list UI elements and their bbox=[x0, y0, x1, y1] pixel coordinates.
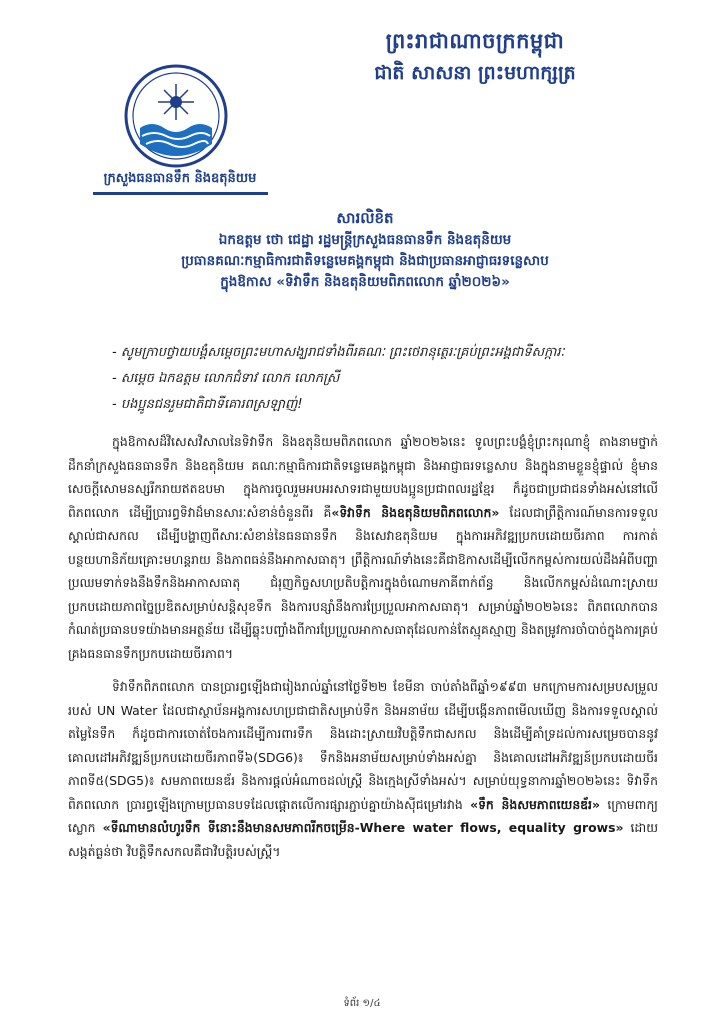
salutation-item: - សម្តេច ឯកឧត្តម លោកជំទាវ លោក លោកស្រី bbox=[112, 366, 672, 392]
paragraph-1 bbox=[68, 430, 658, 665]
paragraph-2-emphasis-theme: «ទឹក និងសមភាពយេនឌ័រ» bbox=[470, 796, 600, 812]
paragraph-2-text: ទិវាទឹកពិភពលោក បានប្រារព្ធឡើងជារៀងរាល់ឆ្នាំនៅថ្ងៃទី២២ ខែមីនា ចាប់តាំងពីឆ្នាំ១៩៩៣ មកក្រោមការសម្របសម្រួលរបស់ UN Water ដែលជាស្ថាប័នអង្គការសហប្រជាជាតិសម្រាប់ទឹក និងអនាម័យ ដើម្បីបង្កើនភាពមើលឃើញ និងការទទួលស្គាល់តម្លៃនៃទឹក ក៏ដូចជាការចោត់ចែងការដើម្បីការពារទឹក និងដោះស្រាយវិបត្តិទឹកជាសកល និងដើម្បីគាំទ្រដល់ការសម្រេចបាននូវគោលដៅអភិវឌ្ឍន៍ប្រកបដោយចីរភាពទី៦(SDG6)៖ ទឹកនិងអនាម័យសម្រាប់ទាំងអស់គ្នា និងគោលដៅអភិវឌ្ឍន៍ប្រកបដោយចីរភាពទី៥(SDG5)៖ សមភាពយេនឌ័រ និងការផ្តល់អំណាចដល់ស្ត្រី និងក្មេងស្រីទាំងអស់។ សម្រាប់យុទ្ធនាការឆ្នាំ២០២៦នេះ ទិវាទឹកពិភពលោក ប្រារព្ធឡើងក្រោមប្រធានបទដែលផ្តោតលើការផ្សារភ្ជាប់គ្នាយ៉ាងស៊ីជម្រៅរវាង bbox=[68, 679, 658, 812]
salutation-item: - សូមក្រាបថ្វាយបង្គំសម្តេចព្រះមហាសង្ឃរាជទាំងពីរគណៈ ព្រះថេរានុត្ថេរៈគ្រប់ព្រះអង្គជាទីសក្ការៈ bbox=[112, 340, 672, 366]
message-body bbox=[68, 430, 658, 873]
ministry-underline bbox=[93, 192, 268, 195]
salutation-list bbox=[112, 340, 672, 418]
title-line-3: ក្នុងឱកាស «ទិវាទឹក និងឧតុនិយមពិភពលោក ឆ្នាំ២០២៦» bbox=[220, 274, 510, 290]
national-motto: ជាតិ សាសនា ព្រះមហាក្សត្រ bbox=[374, 62, 576, 84]
paragraph-1-emphasis: «ទិវាទឹក និងឧតុនិយមពិភពលោក» bbox=[331, 504, 500, 520]
paragraph-2-text-end: ដោយសង្កត់ធ្ងន់ថា វិបត្តិទឹកសកលគឺជាវិបត្តិរបស់ស្ត្រី។ bbox=[68, 820, 659, 859]
paragraph-1-text-cont: ដែលជាព្រឹត្តិការណ៍មានការទទួលស្គាល់ជាសកល ដើម្បីបង្ហាញពីសារៈសំខាន់នៃធនធានទឹក និងសេវាឧតុនិយម ក្នុងការអភិវឌ្ឍប្រកបដោយចីរភាព ការកាត់បន្ថយហានិភ័យគ្រោះមហន្តរាយ និងភាពធន់នឹងអាកាសធាតុ។ ព្រឹត្តិការណ៍ទាំងនេះគឺជាឱកាសដើម្បីលើកកម្ពស់ការយល់ដឹងអំពីបញ្ហាប្រឈមទាក់ទងនឹងទឹកនិងអាកាសធាតុ ជំរុញកិច្ចសហប្រតិបត្តិការក្នុងចំណោមភាគីពាក់ព័ន្ធ និងលើកកម្ពស់ដំណោះស្រាយប្រកបដោយភាពច្នៃប្រឌិតសម្រាប់សន្តិសុខទឹក និងការបន្សាំនឹងការប្រែប្រួលអាកាសធាតុ។ សម្រាប់ឆ្នាំ២០២៦នេះ ពិភពលោកបានកំណត់ប្រធានបទយ៉ាងមានអត្ថន័យ ដើម្បីឆ្លុះបញ្ចាំងពីការប្រែប្រួលអាកាសធាតុដែលកាន់តែស្មុគស្មាញ និងតម្រូវការចាំបាច់ក្នុងការគ្រប់គ្រងធនធានទឹកប្រកបដោយចីរភាព។ bbox=[68, 504, 658, 661]
national-header bbox=[240, 24, 710, 88]
title-line-1: ឯកឧត្តម ថោ ជេដ្ឋា រដ្ឋមន្ត្រីក្រសួងធនធានទឹក និងឧតុនិយម bbox=[218, 232, 512, 248]
paragraph-2-text-cont: ក្រោមពាក្យស្លោក bbox=[68, 796, 658, 835]
page-number: ទំព័រ ១/៤ bbox=[343, 998, 381, 1009]
title-line-2: ប្រធានគណៈកម្មាធិការជាតិទន្លេមេគង្គកម្ពុជា និងជាប្រធានអាជ្ញាធរទន្លេសាប bbox=[181, 253, 549, 269]
ministry-logo-icon bbox=[122, 62, 230, 170]
paragraph-2 bbox=[68, 675, 658, 863]
salutation-item: - បងប្អូនជនរួមជាតិជាទីគោរពស្រឡាញ់! bbox=[112, 392, 672, 418]
paragraph-1-text: ក្នុងឱកាសដ៏វិសេសវិសាលនៃទិវាទឹក និងឧតុនិយមពិភពលោក ឆ្នាំ២០២៦នេះ ទូលព្រះបង្គំខ្ញុំព្រះករុណាខ្ញុំ តាងនាមថ្នាក់ដឹកនាំក្រសួងធនធានទឹក និងឧតុនិយម គណៈកម្មាធិការជាតិទន្លេមេគង្គកម្ពុជា និងអាជ្ញាធរទន្លេសាប និងក្នុងនាមខ្លួនខ្ញុំផ្ទាល់ ខ្ញុំមានសេចក្តីសោមនស្សរីករាយឥតឧបមា ក្នុងការចូលរួមអបអរសាទរជាមួយបងប្អូនប្រជាពលរដ្ឋខ្មែរ ក៏ដូចជាប្រជាជនទាំងអស់នៅលើពិភពលោក ដើម្បីប្រារព្ធទិវាដ៏មានសារៈសំខាន់ចំនួនពីរ គឺ bbox=[68, 434, 658, 520]
kingdom-heading: ព្រះរាជាណាចក្រកម្ពុជា bbox=[385, 29, 565, 53]
document-title-block bbox=[70, 206, 660, 293]
ministry-name bbox=[80, 170, 280, 195]
paragraph-2-emphasis-slogan: «ទីណាមានលំហូរទឹក ទីនោះនឹងមានសមភាពរីកចម្រើន-Where water flows, equality grows» bbox=[102, 820, 624, 835]
ministry-name-label: ក្រសួងធនធានទឹក និងឧតុនិយម bbox=[103, 171, 257, 186]
document-type: សារលិខិត bbox=[336, 209, 394, 227]
